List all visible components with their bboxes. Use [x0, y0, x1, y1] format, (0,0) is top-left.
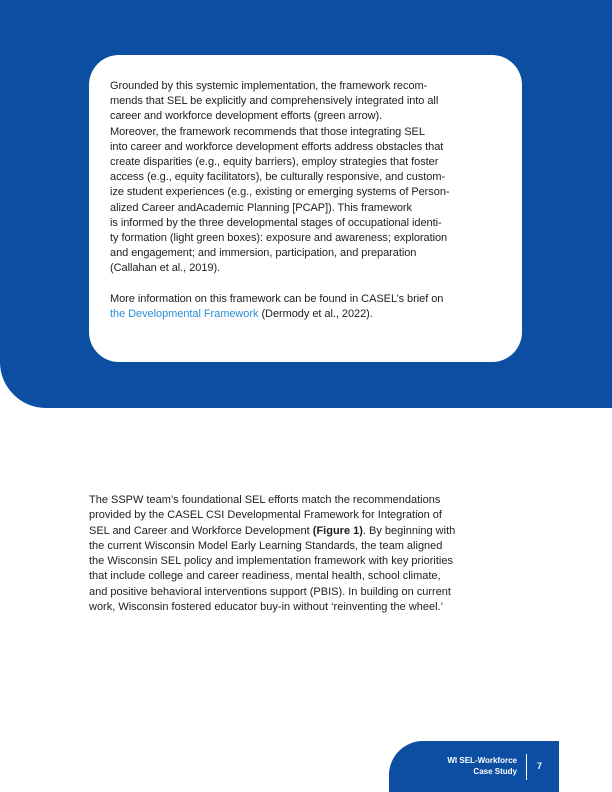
body-line-part: SEL and Career and Workforce Development — [89, 524, 313, 537]
callout-line: alized Career andAcademic Planning [PCAP]). This framework — [110, 201, 412, 214]
body-line: The SSPW team’s foundational SEL efforts match the recommendations — [89, 494, 441, 506]
callout-line: create disparities (e.g., equity barriers), employ strategies that foster — [110, 156, 439, 169]
callout-line: mends that SEL be explicitly and comprehensively integrated into all — [110, 95, 439, 108]
callout-paragraph — [110, 79, 502, 277]
body-line: that include college and career readiness, mental health, school climate, — [89, 570, 441, 583]
callout-line: and engagement; and immersion, participation, and preparation — [110, 247, 417, 260]
callout-line: is informed by the three developmental stages of occupational identi- — [110, 216, 442, 229]
body-paragraph — [89, 493, 529, 615]
callout-line: ty formation (light green boxes): exposure and awareness; exploration — [110, 232, 448, 245]
callout-line: Moreover, the framework recommends that those integrating SEL — [110, 125, 425, 138]
body-line: the Wisconsin SEL policy and implementation framework with key priorities — [89, 555, 453, 568]
callout-line: access (e.g., equity facilitators), be culturally responsive, and custom- — [110, 171, 446, 184]
body-line-figure-ref — [89, 524, 529, 539]
footer-tab — [389, 741, 559, 792]
callout-line: Grounded by this systemic implementation, the framework recom- — [110, 80, 428, 92]
footer-title-line: WI SEL-Workforce — [447, 756, 517, 765]
callout-line: career and workforce development efforts (green arrow). — [110, 110, 383, 123]
more-info-line-2 — [110, 307, 502, 322]
body-line: provided by the CASEL CSI Developmental Framework for Integration of — [89, 509, 442, 522]
body-line: and positive behavioral interventions support (PBIS). In building on current — [89, 585, 451, 598]
footer-divider — [526, 754, 527, 780]
footer-document-title — [447, 756, 517, 777]
framework-callout-box — [89, 55, 522, 362]
footer-title-line: Case Study — [473, 766, 517, 776]
figure-reference: (Figure 1) — [312, 524, 363, 537]
callout-line: into career and workforce development efforts address obstacles that — [110, 140, 444, 153]
body-line: work, Wisconsin fostered educator buy-in without ‘reinventing the wheel.’ — [89, 601, 444, 614]
more-info-intro: More information on this framework can be found in CASEL’s brief on — [110, 292, 444, 305]
body-line: the current Wisconsin Model Early Learning Standards, the team aligned — [89, 539, 443, 552]
more-info-citation: (Dermody et al., 2022). — [258, 307, 373, 320]
body-line-part: . By beginning with — [362, 524, 456, 537]
callout-line: ize student experiences (e.g., existing or emerging systems of Person- — [110, 186, 450, 199]
developmental-framework-link[interactable]: the Developmental Framework — [110, 307, 259, 320]
page-number: 7 — [537, 761, 543, 771]
more-info-paragraph — [110, 292, 502, 322]
callout-line: (Callahan et al., 2019). — [110, 262, 221, 275]
